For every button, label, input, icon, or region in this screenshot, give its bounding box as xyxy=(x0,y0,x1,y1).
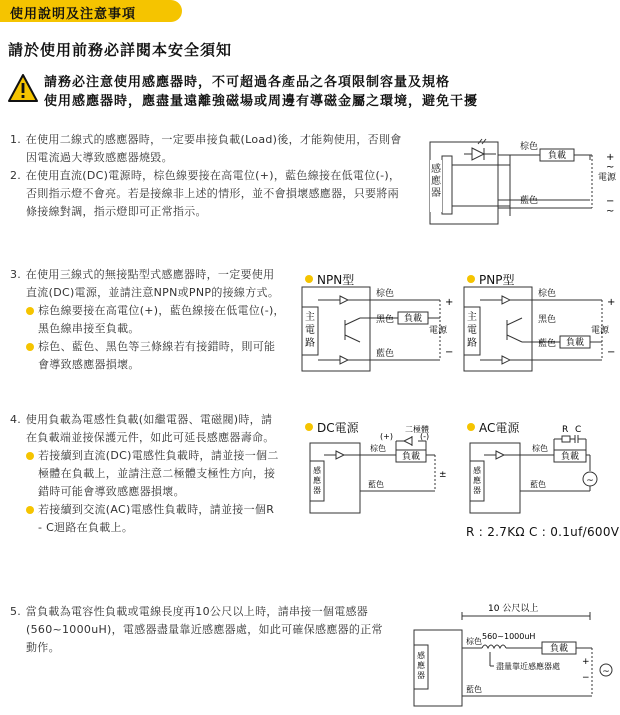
resistor-label: R xyxy=(562,425,569,435)
inductor-value-label: 560~1000uH xyxy=(482,632,536,641)
sensor-label-char: 器 xyxy=(313,486,321,495)
minus-sign: − xyxy=(445,347,454,358)
distance-label: 10 公尺以上 xyxy=(488,604,539,614)
section-3-intro-1: 在使用三線式的無接點型式感應器時，一定要使用 xyxy=(25,268,275,281)
section-4-text xyxy=(10,411,300,537)
brown-wire-label: 棕色 xyxy=(370,444,386,453)
bullet-item xyxy=(26,501,300,519)
sensor-label-char: 感 xyxy=(313,466,321,475)
two-wire-diagram xyxy=(420,130,620,230)
section-5-line-2: (560~1000uH)，電感器盡量靠近感應器處，如此可確保感應器的正常 xyxy=(26,623,383,636)
warning-line-2: 使用感應器時，應盡量遠離強磁場或周邊有導磁金屬之環境，避免干擾 xyxy=(44,94,479,109)
blue-wire-label: 藍色 xyxy=(530,480,546,489)
main-circuit-char: 路 xyxy=(305,338,315,349)
inductor-note: 盡量靠近感應器處 xyxy=(496,662,560,671)
rc-values-note: R : 2.7KΩ C : 0.1uf/600V xyxy=(466,525,620,539)
main-circuit-char: 電 xyxy=(305,325,315,336)
section-5-line-1: 當負載為電容性負載或電線長度再10公尺以上時，請串接一個電感器 xyxy=(25,605,369,618)
load-label: 負載 xyxy=(560,452,580,462)
main-circuit-char: 主 xyxy=(467,312,477,323)
bullet-item xyxy=(26,447,300,465)
minus-sign: − xyxy=(582,673,590,683)
bullet-dot xyxy=(26,506,34,514)
blue-wire-label: 藍色 xyxy=(466,685,482,694)
sensor-label-char: 器 xyxy=(473,486,481,495)
yellow-dot-icon xyxy=(305,275,313,283)
item-number: 5. xyxy=(10,605,22,618)
bullet-line: 棕色線要接在高電位(+)，藍色線接在低電位(-)， xyxy=(38,304,285,317)
warning-line-1: 請務必注意使用感應器時，不可超過各產品之各項限制容量及規格 xyxy=(44,75,451,90)
sensor-label xyxy=(313,465,322,495)
minus-sign: − xyxy=(606,196,615,207)
sensor-label-char: 感 xyxy=(431,164,441,175)
sensor-label-char: 感 xyxy=(417,651,425,660)
main-circuit-char: 主 xyxy=(305,312,315,323)
bullet-dot xyxy=(26,343,34,351)
npn-diagram xyxy=(300,285,460,375)
section-3-text xyxy=(10,266,300,374)
item-1-line-1: 在使用二線式的感應器時，一定要串接負載(Load)後，才能夠使用，否則會 xyxy=(25,133,402,146)
item-2-line-1: 在使用直流(DC)電源時，棕色線要接在高電位(+)，藍色線接在低電位(-)， xyxy=(25,169,401,182)
sensor-label-char: 器 xyxy=(417,671,425,680)
item-2-line-3: 條接線對調，指示燈即可正常指示。 xyxy=(26,205,207,218)
pnp-title-text: PNP型 xyxy=(479,273,515,287)
title-banner xyxy=(0,0,190,26)
plus-sign: + xyxy=(607,297,616,308)
brown-wire-label: 棕色 xyxy=(532,444,548,453)
bullet-line: 極體在負載上，並請注意二極體支極性方向，接 xyxy=(38,467,276,480)
brown-wire-label: 棕色 xyxy=(538,289,557,299)
main-circuit-char: 路 xyxy=(467,338,477,349)
load-label: 負載 xyxy=(565,338,585,348)
bullet-line: 會導致感應器損壞。 xyxy=(38,358,140,371)
blue-wire-label: 藍色 xyxy=(376,349,395,359)
brown-wire-label: 棕色 xyxy=(376,289,395,299)
ac-diagram xyxy=(462,423,620,515)
power-label: 電源 xyxy=(591,326,610,336)
blue-wire-label: 藍色 xyxy=(520,196,539,206)
yellow-dot-icon xyxy=(467,275,475,283)
black-wire-label: 黑色 xyxy=(376,315,395,325)
diode-plus-mark: (+) xyxy=(380,432,393,441)
bullet-line: 錯時可能會導致感應器損壞。 xyxy=(38,485,185,498)
section-1-text xyxy=(10,131,430,221)
diode-minus-mark: (-) xyxy=(420,432,430,441)
bullet-line: 黑色線串接至負載。 xyxy=(38,322,140,335)
load-label: 負載 xyxy=(549,644,569,654)
minus-sign: − xyxy=(607,347,616,358)
sensor-label-char: 器 xyxy=(431,188,441,199)
item-number: 1. xyxy=(10,133,22,146)
power-label: 電源 xyxy=(598,173,617,183)
bullet-dot xyxy=(26,307,34,315)
bullet-item xyxy=(26,302,300,320)
inductor-diagram xyxy=(410,600,615,710)
warning-icon xyxy=(8,74,38,102)
bullet-line: - C迴路在負載上。 xyxy=(38,521,134,534)
blue-wire-label: 藍色 xyxy=(368,480,384,489)
main-circuit-label xyxy=(305,311,315,349)
main-circuit-char: 電 xyxy=(467,325,477,336)
item-number: 3. xyxy=(10,268,22,281)
power-label: 電源 xyxy=(429,326,448,336)
sensor-label xyxy=(417,650,426,680)
load-label: 負載 xyxy=(403,314,423,324)
sensor-label-char: 應 xyxy=(313,476,321,485)
dc-diagram xyxy=(300,423,460,515)
ac-sign: ~ xyxy=(606,206,615,217)
pnp-diagram xyxy=(462,285,620,375)
section-5-line-3: 動作。 xyxy=(26,641,60,654)
sensor-label xyxy=(473,465,482,495)
black-wire-label: 黑色 xyxy=(538,315,557,325)
brown-wire-label: 棕色 xyxy=(466,637,482,646)
page-title: 使用說明及注意事項 xyxy=(10,7,137,22)
plus-minus-sign: ± xyxy=(439,470,447,480)
sensor-label xyxy=(431,162,442,199)
plus-sign: + xyxy=(582,657,590,667)
capacitor-label: C xyxy=(575,425,582,435)
item-1-line-2: 因電流過大導致感應器燒毀。 xyxy=(26,151,173,164)
load-label: 負載 xyxy=(547,151,567,161)
section-4-intro-2: 在負載端並接保護元件，如此可延長感應器壽命。 xyxy=(26,431,275,444)
sensor-label-char: 感 xyxy=(473,466,481,475)
bullet-line: 棕色、藍色、黑色等三條線若有接錯時，則可能 xyxy=(38,340,276,353)
item-number: 4. xyxy=(10,413,22,426)
plus-sign: + xyxy=(606,152,615,163)
blue-wire-label: 藍色 xyxy=(538,339,557,349)
brown-wire-label: 棕色 xyxy=(520,142,539,152)
load-label: 負載 xyxy=(401,452,421,462)
bullet-line: 若接續到交流(AC)電感性負載時，請並接一個R xyxy=(38,503,275,516)
bullet-item xyxy=(26,338,300,356)
section-4-intro-1: 使用負載為電感性負載(如繼電器、電磁閥)時，請 xyxy=(25,413,273,426)
diode-label: 二極體 xyxy=(405,425,429,434)
sensor-label-char: 應 xyxy=(431,176,441,187)
ac-source-sign: ~ xyxy=(586,476,594,486)
section-3-intro-2: 直流(DC)電源，並請注意NPN或PNP的接線方式。 xyxy=(26,286,280,299)
safety-subtitle: 請於使用前務必詳閱本安全須知 xyxy=(8,41,233,59)
ac-source-sign: ~ xyxy=(602,667,610,677)
main-circuit-label xyxy=(467,311,477,349)
bullet-dot xyxy=(26,452,34,460)
bullet-line: 若接續到直流(DC)電感性負載時，請並接一個二 xyxy=(38,449,279,462)
section-5-text xyxy=(10,603,410,657)
item-number: 2. xyxy=(10,169,22,182)
sensor-label-char: 應 xyxy=(473,476,481,485)
ac-sign: ~ xyxy=(606,162,615,173)
ac-title-text: AC電源 xyxy=(479,421,520,435)
npn-title-text: NPN型 xyxy=(317,273,355,287)
sensor-label-char: 應 xyxy=(417,661,425,670)
dc-title-text: DC電源 xyxy=(317,421,359,435)
item-2-line-2: 否則指示燈不會亮。若是接線非上述的情形，並不會損壞感應器，只要將兩 xyxy=(26,187,399,200)
plus-sign: + xyxy=(445,297,454,308)
